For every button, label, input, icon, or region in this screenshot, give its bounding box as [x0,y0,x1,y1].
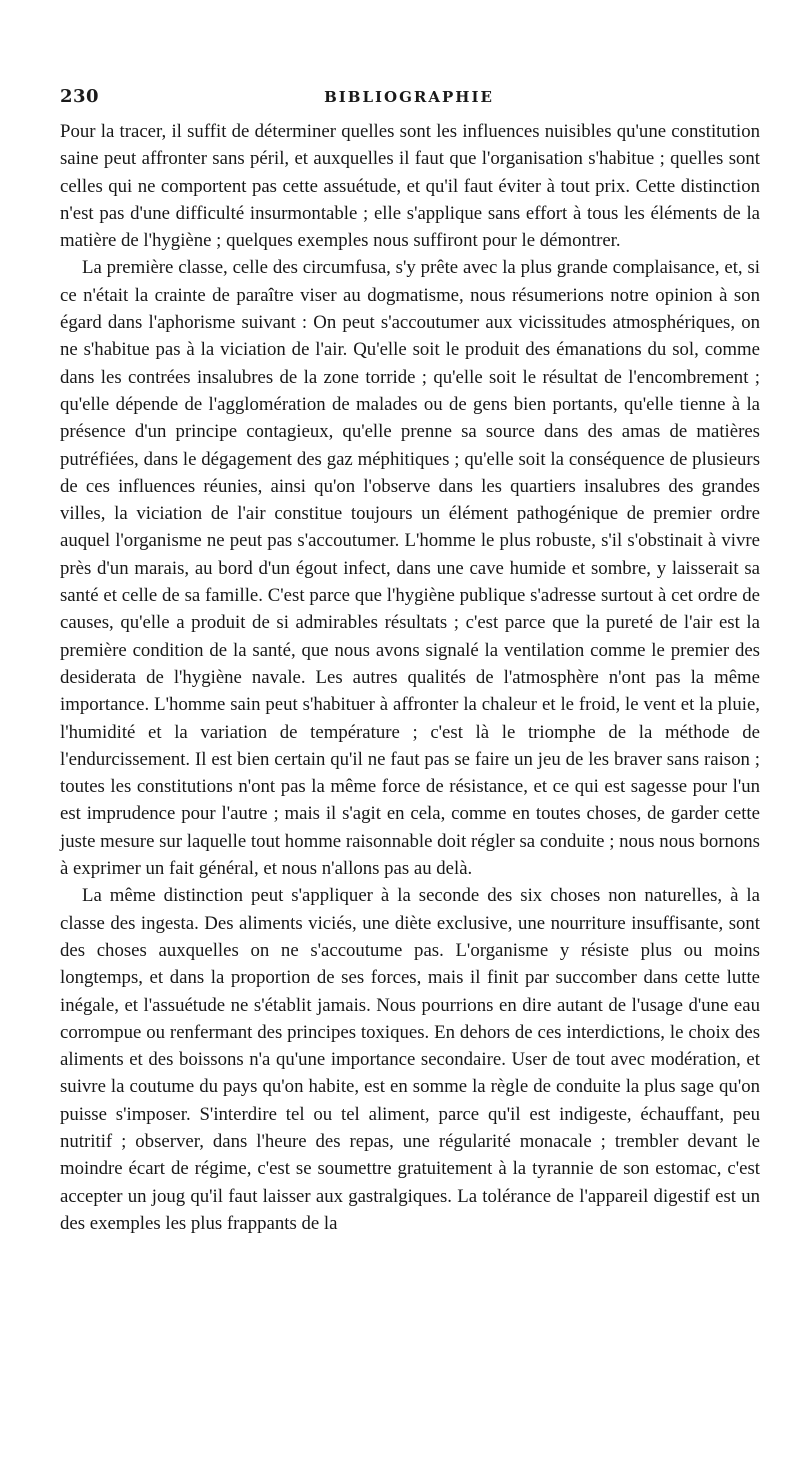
running-head [60,86,758,108]
paragraph-continuation: Pour la tracer, il suffit de déterminer quelles sont les influences nuisibles qu'une constitution saine peut affronter sans péril, et auxquelles il faut que l'organisation s'habitue ; quelles sont celles qui ne comportent pas cette assuétude, et qu'il faut éviter à tout prix. Cette distinction n'est pas d'une difficulté insurmontable ; elle s'applique sans effort à tous les éléments de la matière de l'hygiène ; quelques exemples nous suffiront pour le démontrer. [60,121,760,252]
body-text [60,118,760,1237]
running-title: BIBLIOGRAPHIE [324,88,494,106]
paragraph-ingesta: La même distinction peut s'appliquer à la seconde des six choses non naturelles, à la classe des ingesta. Des aliments viciés, une diète exclusive, une nourriture insuffisante, sont des choses auxquelles on ne s'accoutume pas. L'organisme y résiste plus ou moins longtemps, et dans la proportion de ses forces, mais il finit par succomber dans cette lutte inégale, et l'assuétude ne s'établit jamais. Nous pourrions en dire autant de l'usage d'une eau corrompue ou renfermant des principes toxiques. En dehors de ces interdictions, le choix des aliments et des boissons n'a qu'une importance secondaire. User de tout avec modération, et suivre la coutume du pays qu'on habite, est en somme la règle de conduite la plus sage qu'on puisse s'imposer. S'interdire tel ou tel aliment, parce qu'il est indigeste, échauffant, peu nutritif ; observer, dans l'heure des repas, une régularité monacale ; trembler devant le moindre écart de régime, c'est se soumettre gratuitement à la tyrannie de son estomac, c'est accepter un joug qu'il faut laisser aux gastralgiques. La tolérance de l'appareil digestif est un des exemples les plus frappants de la [60,885,760,1234]
page-number: 230 [60,86,100,107]
paragraph-circumfusa: La première classe, celle des circumfusa, s'y prête avec la plus grande complaisance, et, si ce n'était la crainte de paraître viser au dogmatisme, nous résumerions notre opinion à son égard dans l'aphorisme suivant : On peut s'accoutumer aux vicissitudes atmosphériques, on ne s'habitue pas à la viciation de l'air. Qu'elle soit le produit des émanations du sol, comme dans les contrées insalubres de la zone torride ; qu'elle soit le résultat de l'encombrement ; qu'elle dépende de l'agglomération de malades ou de gens bien portants, qu'elle tienne à la présence d'un principe contagieux, qu'elle prenne sa source dans des amas de matières putréfiées, dans le dégagement des gaz méphitiques ; qu'elle soit la conséquence de plusieurs de ces influences réunies, ainsi qu'on l'observe dans les quartiers insalubres des grandes villes, la viciation de l'air constitue toujours un élément pathogénique de premier ordre auquel l'organisme ne peut pas s'accoutumer. L'homme le plus robuste, s'il s'obstinait à vivre près d'un marais, au bord d'un égout infect, dans une cave humide et sombre, y laisserait sa santé et celle de sa famille. C'est parce que l'hygiène publique s'adresse surtout à cet ordre de causes, qu'elle a produit de si admirables résultats ; c'est parce que la pureté de l'air est la première condition de la santé, que nous avons signalé la ventilation comme le premier des desiderata de l'hygiène navale. Les autres qualités de l'atmosphère n'ont pas la même importance. L'homme sain peut s'habituer à affronter la chaleur et le froid, le vent et la pluie, l'humidité et la variation de température ; c'est là le triomphe de la méthode de l'endurcissement. Il est bien certain qu'il ne faut pas se faire un jeu de les braver sans raison ; toutes les constitutions n'ont pas la même force de résistance, et ce qui est sagesse pour l'un est imprudence pour l'autre ; mais il s'agit en cela, comme en toutes choses, de garder cette juste mesure sur laquelle tout homme raisonnable doit régler sa conduite ; nous nous bornons à exprimer un fait général, et nous n'allons pas au delà. [60,257,760,880]
